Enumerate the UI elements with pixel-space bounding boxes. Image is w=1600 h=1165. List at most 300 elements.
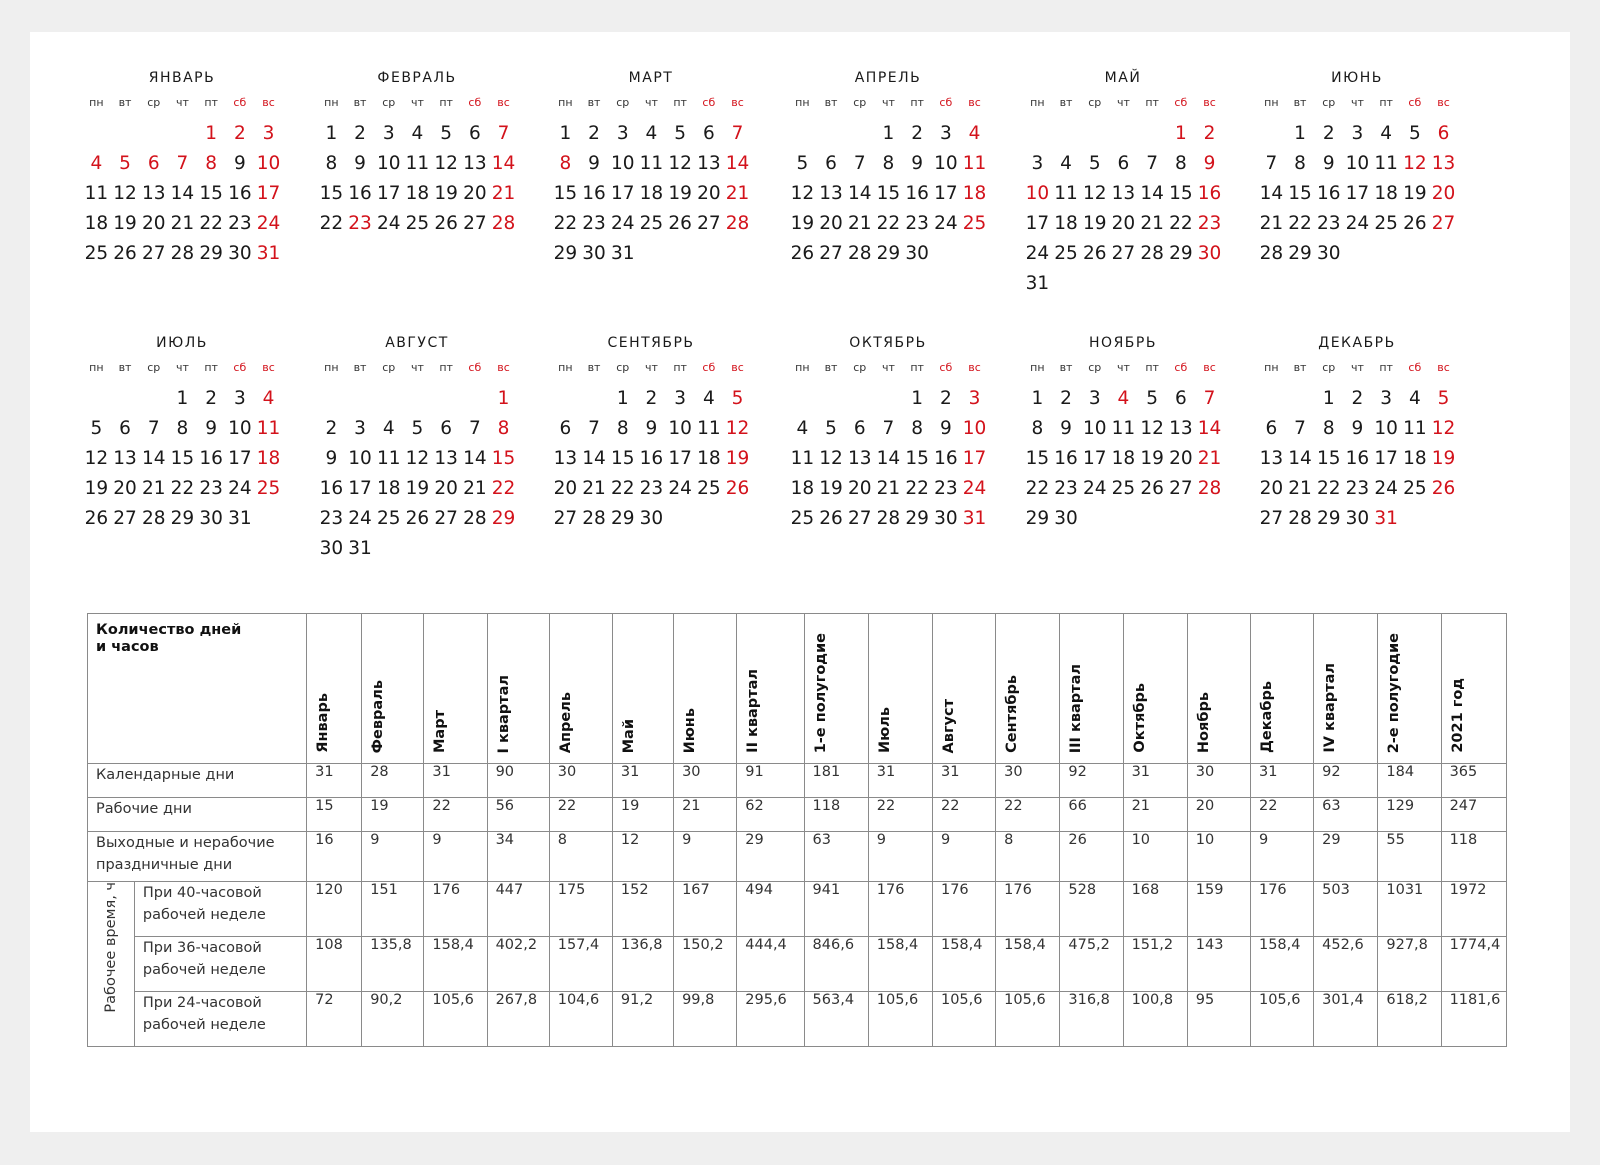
- weekday-label: чт: [644, 361, 658, 374]
- calendar-day: 17: [348, 478, 372, 499]
- calendar-day: 7: [1203, 388, 1216, 409]
- weekday-label: пн: [558, 361, 573, 374]
- table-cell: 402,2: [487, 937, 549, 992]
- table-cell: 158,4: [868, 937, 932, 992]
- table-cell: 100,8: [1123, 992, 1187, 1047]
- weekday-label: ср: [147, 96, 161, 109]
- column-header: [674, 614, 737, 764]
- calendar-day: 7: [468, 418, 481, 439]
- calendar-day: 3: [1031, 153, 1044, 174]
- column-header: [737, 614, 804, 764]
- calendar-day: 23: [639, 478, 664, 499]
- calendar-day: 23: [1197, 213, 1222, 234]
- calendar-day: 9: [645, 418, 658, 439]
- calendar-day: 10: [1374, 418, 1398, 439]
- table-row: [88, 937, 1507, 992]
- weekday-label: вт: [824, 96, 838, 109]
- table-cell: 181: [804, 764, 868, 798]
- calendar-day: 6: [853, 418, 866, 439]
- table-cell: 16: [307, 832, 362, 882]
- column-header: [1441, 614, 1506, 764]
- calendar-day: 16: [639, 448, 664, 469]
- column-header: [362, 614, 424, 764]
- calendar-day: 27: [1431, 213, 1456, 234]
- calendar-day: 16: [319, 478, 344, 499]
- table-cell: 72: [307, 992, 362, 1047]
- calendar-day: 10: [668, 418, 692, 439]
- calendar-day: 30: [1054, 508, 1078, 529]
- calendar-day: 20: [1259, 478, 1284, 499]
- month-name: ИЮЛЬ: [156, 335, 208, 351]
- calendar-day: 8: [616, 418, 629, 439]
- calendar-day: 12: [725, 418, 750, 439]
- calendar-day: 25: [1403, 478, 1427, 499]
- column-header-label: III квартал: [1068, 663, 1085, 753]
- calendar-day: 25: [639, 213, 664, 234]
- calendar-day: 29: [491, 508, 516, 529]
- calendar-day: 6: [559, 418, 572, 439]
- calendar-day: 13: [819, 183, 843, 204]
- calendar-day: 16: [1054, 448, 1078, 469]
- table-cell: 159: [1187, 882, 1250, 937]
- calendar-day: 1: [1294, 123, 1306, 144]
- calendar-day: 7: [731, 123, 744, 144]
- calendar-day: 9: [233, 153, 246, 174]
- calendar-day: 18: [1111, 448, 1136, 469]
- table-cell: 8: [996, 832, 1060, 882]
- calendar-day: 7: [882, 418, 895, 439]
- calendar-day: 25: [376, 508, 401, 529]
- weekday-label: сб: [468, 361, 482, 374]
- column-header-label: IV квартал: [1322, 663, 1339, 753]
- calendar-day: 10: [1345, 153, 1370, 174]
- calendar-day: 23: [905, 213, 929, 234]
- weekday-label: пн: [324, 96, 339, 109]
- table-cell: 31: [932, 764, 995, 798]
- table-row: [88, 882, 1507, 937]
- calendar-day: 11: [790, 448, 815, 469]
- calendar-day: 8: [1174, 153, 1187, 174]
- calendar-day: 13: [141, 183, 166, 204]
- table-cell: 66: [1060, 798, 1123, 832]
- calendar-day: 25: [790, 508, 815, 529]
- calendar-day: 25: [256, 478, 281, 499]
- table-cell: 157,4: [549, 937, 612, 992]
- working-time-table: [87, 613, 1507, 1047]
- month-name: АВГУСТ: [385, 335, 449, 351]
- calendar-day: 26: [1403, 213, 1427, 234]
- weekday-label: чт: [175, 361, 189, 374]
- table-cell: 31: [612, 764, 673, 798]
- table-cell: 22: [868, 798, 932, 832]
- table-cell: 176: [424, 882, 487, 937]
- calendar-day: 15: [491, 448, 516, 469]
- weekday-label: сб: [233, 96, 247, 109]
- row-label: При 24-часовой рабочей неделе: [134, 992, 306, 1047]
- weekday-label: чт: [410, 361, 424, 374]
- table-cell: 247: [1441, 798, 1506, 832]
- calendar-day: 28: [847, 243, 872, 264]
- calendar-day: 21: [847, 213, 872, 234]
- weekday-label: вс: [968, 96, 981, 109]
- calendar-day: 2: [645, 388, 658, 409]
- calendar-day: 17: [1082, 448, 1107, 469]
- weekday-label: вс: [1437, 96, 1450, 109]
- calendar-day: 30: [582, 243, 606, 264]
- calendar-day: 22: [1316, 478, 1341, 499]
- calendar-day: 18: [1374, 183, 1398, 204]
- calendar-day: 20: [1431, 183, 1456, 204]
- calendar-day: 16: [582, 183, 606, 204]
- calendar-day: 22: [1169, 213, 1193, 234]
- calendar-day: 22: [170, 478, 195, 499]
- calendar-day: 5: [119, 153, 131, 174]
- calendar-day: 24: [610, 213, 635, 234]
- calendar-day: 15: [1316, 448, 1341, 469]
- calendar-day: 23: [1054, 478, 1078, 499]
- column-header-label: 2021 год: [1449, 678, 1466, 753]
- weekday-label: пн: [1264, 361, 1279, 374]
- calendar-day: 10: [256, 153, 281, 174]
- calendar-day: 16: [905, 183, 929, 204]
- calendar-day: 25: [1374, 213, 1398, 234]
- weekday-label: сб: [1174, 96, 1188, 109]
- calendar-day: 20: [113, 478, 137, 499]
- table-cell: 444,4: [737, 937, 804, 992]
- weekday-label: вт: [1293, 361, 1307, 374]
- weekday-label: сб: [702, 96, 716, 109]
- calendar-day: 15: [1169, 183, 1193, 204]
- calendar-day: 11: [1403, 418, 1427, 439]
- calendar-day: 17: [1374, 448, 1398, 469]
- calendar-page: [30, 32, 1570, 1132]
- weekday-label: сб: [702, 361, 716, 374]
- calendar-day: 9: [911, 153, 924, 174]
- calendar-day: 23: [1316, 213, 1341, 234]
- table-cell: 135,8: [362, 937, 424, 992]
- table-cell: 30: [549, 764, 612, 798]
- month-name: ИЮНЬ: [1331, 70, 1383, 86]
- calendar-day: 30: [1345, 508, 1370, 529]
- calendar-day: 18: [84, 213, 109, 234]
- calendar-day: 6: [119, 418, 131, 439]
- weekday-label: пн: [1264, 96, 1279, 109]
- calendar-day: 3: [262, 123, 275, 144]
- calendar-day: 1: [1322, 388, 1335, 409]
- calendar-day: 28: [1197, 478, 1222, 499]
- calendar-day: 4: [1117, 388, 1130, 409]
- calendar-day: 31: [1374, 508, 1398, 529]
- calendar-day: 17: [1345, 183, 1370, 204]
- calendar-day: 9: [1060, 418, 1072, 439]
- month-name: ФЕВРАЛЬ: [377, 70, 457, 86]
- calendar-day: 15: [876, 183, 901, 204]
- calendar-day: 28: [463, 508, 487, 529]
- table-cell: 1774,4: [1441, 937, 1506, 992]
- weekday-label: чт: [1350, 361, 1364, 374]
- table-cell: 120: [307, 882, 362, 937]
- calendar-day: 17: [962, 448, 987, 469]
- calendar-day: 26: [1082, 243, 1107, 264]
- column-header: [487, 614, 549, 764]
- column-header: [549, 614, 612, 764]
- calendar-day: 16: [1197, 183, 1222, 204]
- table-cell: 1181,6: [1441, 992, 1506, 1047]
- weekday-label: вс: [968, 361, 981, 374]
- calendar-day: 26: [790, 243, 815, 264]
- weekday-label: пт: [204, 361, 218, 374]
- calendar-day: 15: [1025, 448, 1050, 469]
- table-cell: 63: [1314, 798, 1378, 832]
- calendar-day: 20: [697, 183, 721, 204]
- calendar-day: 16: [348, 183, 372, 204]
- column-header-label: Ноябрь: [1195, 691, 1212, 753]
- column-header: [424, 614, 487, 764]
- calendar-day: 12: [405, 448, 430, 469]
- weekday-label: пн: [324, 361, 339, 374]
- calendar-day: 10: [1082, 418, 1107, 439]
- corner-line-2: и часов: [96, 639, 159, 655]
- calendar-day: 21: [582, 478, 606, 499]
- calendar-day: 4: [702, 388, 715, 409]
- table-cell: 1972: [1441, 882, 1506, 937]
- calendar-day: 21: [141, 478, 166, 499]
- calendar-day: 14: [725, 153, 750, 174]
- calendar-day: 11: [256, 418, 281, 439]
- calendar-day: 29: [199, 243, 223, 264]
- table-cell: 365: [1441, 764, 1506, 798]
- weekday-label: пн: [795, 361, 810, 374]
- weekday-label: сб: [468, 96, 482, 109]
- table-cell: 618,2: [1378, 992, 1441, 1047]
- weekday-label: сб: [1408, 361, 1422, 374]
- table-cell: 22: [932, 798, 995, 832]
- calendar-day: 13: [553, 448, 578, 469]
- table-cell: 158,4: [996, 937, 1060, 992]
- table-cell: 118: [1441, 832, 1506, 882]
- table-cell: 846,6: [804, 937, 868, 992]
- table-cell: 9: [362, 832, 424, 882]
- calendar-day: 29: [610, 508, 635, 529]
- column-header-label: Июнь: [682, 707, 699, 753]
- table-cell: 168: [1123, 882, 1187, 937]
- calendar-day: 14: [491, 153, 516, 174]
- table-row: [88, 798, 1507, 832]
- calendar-day: 12: [1082, 183, 1107, 204]
- calendar-day: 7: [1146, 153, 1159, 174]
- calendar-day: 26: [84, 508, 109, 529]
- weekday-label: чт: [644, 96, 658, 109]
- calendar-day: 13: [463, 153, 487, 174]
- calendar-day: 26: [725, 478, 750, 499]
- calendar-day: 17: [668, 448, 692, 469]
- table-cell: 494: [737, 882, 804, 937]
- calendar-day: 21: [1288, 478, 1312, 499]
- calendar-day: 25: [697, 478, 721, 499]
- column-header: [307, 614, 362, 764]
- calendar-day: 16: [934, 448, 958, 469]
- table-cell: 475,2: [1060, 937, 1123, 992]
- calendar-day: 29: [876, 243, 901, 264]
- table-cell: 10: [1123, 832, 1187, 882]
- calendar-day: 29: [170, 508, 195, 529]
- table-cell: 30: [1187, 764, 1250, 798]
- calendar-day: 12: [84, 448, 109, 469]
- calendar-day: 11: [376, 448, 401, 469]
- calendar-day: 28: [170, 243, 195, 264]
- calendar-day: 6: [1117, 153, 1130, 174]
- table-cell: 136,8: [612, 937, 673, 992]
- calendar-day: 14: [170, 183, 195, 204]
- calendar-day: 18: [962, 183, 987, 204]
- calendar-day: 26: [1140, 478, 1164, 499]
- calendar-day: 1: [616, 388, 629, 409]
- calendar-day: 15: [1288, 183, 1312, 204]
- row-label: Рабочие дни: [88, 798, 307, 832]
- calendar-day: 28: [141, 508, 166, 529]
- calendar-day: 8: [1294, 153, 1306, 174]
- calendar-day: 1: [325, 123, 338, 144]
- calendar-day: 15: [319, 183, 344, 204]
- calendar-day: 29: [1025, 508, 1050, 529]
- calendar-day: 16: [1345, 448, 1370, 469]
- calendar-day: 24: [228, 478, 252, 499]
- calendar-day: 24: [934, 213, 958, 234]
- calendar-day: 12: [1403, 153, 1427, 174]
- calendar-day: 9: [1322, 153, 1335, 174]
- calendar-day: 3: [1380, 388, 1393, 409]
- column-header-label: 1-е полугодие: [812, 632, 829, 753]
- calendar-day: 18: [639, 183, 664, 204]
- calendar-day: 22: [876, 213, 901, 234]
- calendar-day: 3: [1351, 123, 1364, 144]
- calendar-day: 8: [559, 153, 572, 174]
- table-cell: 9: [424, 832, 487, 882]
- table-cell: 31: [1123, 764, 1187, 798]
- calendar-day: 10: [1025, 183, 1050, 204]
- table-cell: 158,4: [1250, 937, 1313, 992]
- calendar-day: 25: [1054, 243, 1078, 264]
- table-cell: 30: [674, 764, 737, 798]
- calendar-day: 5: [1088, 153, 1101, 174]
- calendar-day: 21: [1140, 213, 1164, 234]
- calendar-day: 20: [1169, 448, 1193, 469]
- calendar-day: 5: [674, 123, 687, 144]
- calendar-day: 30: [319, 538, 344, 559]
- calendar-day: 13: [434, 448, 458, 469]
- table-cell: 22: [549, 798, 612, 832]
- calendar-day: 22: [491, 478, 516, 499]
- calendar-day: 8: [882, 153, 895, 174]
- month-name: МАЙ: [1104, 70, 1142, 86]
- calendar-day: 10: [376, 153, 401, 174]
- calendar-day: 28: [1288, 508, 1312, 529]
- column-header-label: Декабрь: [1258, 680, 1275, 753]
- calendar-day: 14: [1197, 418, 1222, 439]
- calendar-day: 22: [319, 213, 344, 234]
- calendar-day: 24: [256, 213, 281, 234]
- calendar-day: 9: [588, 153, 600, 174]
- weekday-label: пт: [1145, 96, 1159, 109]
- calendar-day: 15: [905, 448, 929, 469]
- weekday-label: вс: [262, 96, 275, 109]
- calendar-day: 24: [1025, 243, 1050, 264]
- calendar-day: 27: [553, 508, 578, 529]
- calendar-day: 29: [1316, 508, 1341, 529]
- table-cell: 31: [307, 764, 362, 798]
- calendar-day: 9: [939, 418, 952, 439]
- calendar-day: 11: [405, 153, 430, 174]
- calendar-day: 11: [639, 153, 664, 174]
- calendar-day: 27: [1111, 243, 1136, 264]
- table-cell: 92: [1314, 764, 1378, 798]
- table-cell: 129: [1378, 798, 1441, 832]
- calendar-day: 7: [1294, 418, 1306, 439]
- calendar-day: 4: [1408, 388, 1421, 409]
- calendar-day: 4: [262, 388, 275, 409]
- calendar-day: 28: [1259, 243, 1284, 264]
- column-header-label: Июль: [876, 706, 893, 753]
- table-cell: 19: [362, 798, 424, 832]
- weekday-label: ср: [853, 361, 867, 374]
- calendar-day: 28: [1140, 243, 1164, 264]
- calendar-day: 15: [199, 183, 223, 204]
- calendar-day: 2: [1060, 388, 1072, 409]
- weekday-label: ср: [853, 96, 867, 109]
- table-cell: 99,8: [674, 992, 737, 1047]
- weekday-label: сб: [1408, 96, 1422, 109]
- table-cell: 90: [487, 764, 549, 798]
- calendar-day: 30: [199, 508, 223, 529]
- calendar-day: 20: [819, 213, 843, 234]
- table-cell: 56: [487, 798, 549, 832]
- calendar-day: 27: [1169, 478, 1193, 499]
- calendar-day: 14: [1140, 183, 1164, 204]
- calendar-day: 27: [1259, 508, 1284, 529]
- column-header: [804, 614, 868, 764]
- table-cell: 19: [612, 798, 673, 832]
- table-cell: 151: [362, 882, 424, 937]
- calendar-day: 11: [962, 153, 987, 174]
- calendar-day: 2: [354, 123, 366, 144]
- column-header: [612, 614, 673, 764]
- calendar-day: 4: [382, 418, 395, 439]
- calendar-day: 22: [553, 213, 578, 234]
- weekday-label: чт: [881, 361, 895, 374]
- calendar-day: 19: [1403, 183, 1427, 204]
- calendar-day: 19: [84, 478, 109, 499]
- calendar-day: 27: [463, 213, 487, 234]
- column-header: [1123, 614, 1187, 764]
- calendar-day: 24: [962, 478, 987, 499]
- calendar-day: 18: [1054, 213, 1078, 234]
- table-cell: 176: [868, 882, 932, 937]
- row-label: При 36-часовой рабочей неделе: [134, 937, 306, 992]
- calendar-day: 14: [876, 448, 901, 469]
- weekday-label: вс: [497, 361, 510, 374]
- calendar-day: 8: [325, 153, 338, 174]
- calendar-day: 20: [463, 183, 487, 204]
- calendar-day: 13: [1169, 418, 1193, 439]
- calendar-day: 25: [1111, 478, 1136, 499]
- calendar-day: 30: [905, 243, 929, 264]
- corner-line-1: Количество дней: [96, 622, 242, 638]
- column-header-label: Февраль: [370, 679, 387, 753]
- calendar-day: 12: [434, 153, 458, 174]
- column-header: [1060, 614, 1123, 764]
- weekday-label: пт: [673, 96, 687, 109]
- calendar-day: 6: [702, 123, 715, 144]
